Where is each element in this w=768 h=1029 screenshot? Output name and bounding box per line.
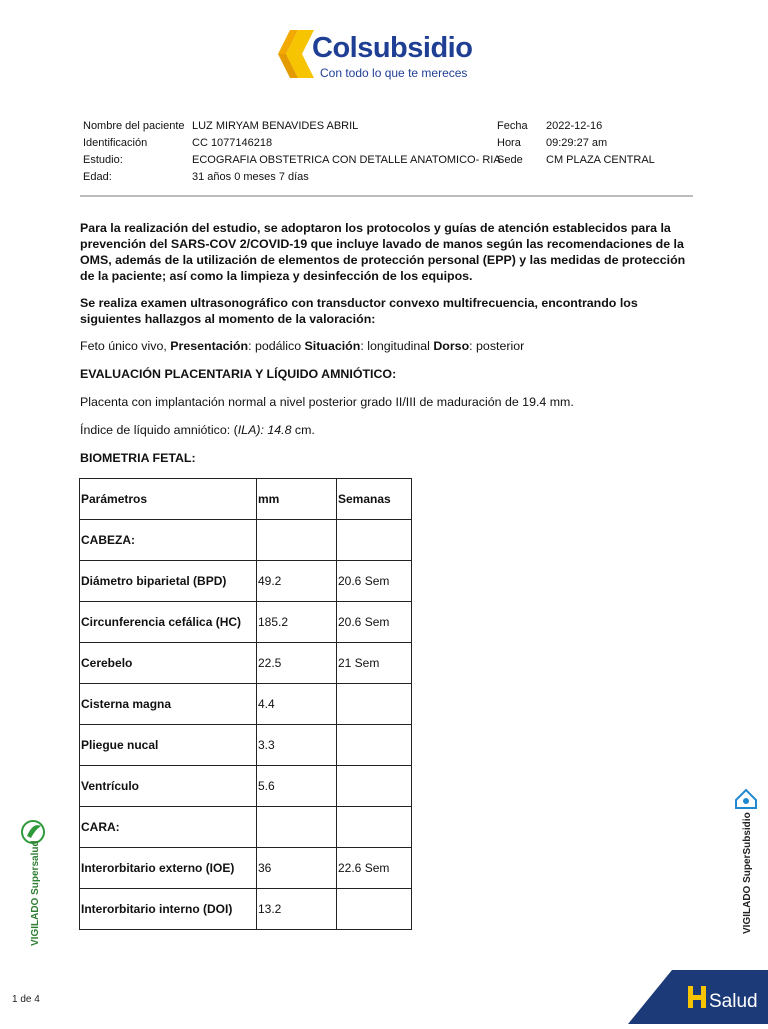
header-divider: [80, 195, 693, 197]
header-cell: Parámetros: [80, 479, 257, 520]
situation-label: Situación: [304, 339, 361, 353]
table-row: [80, 848, 412, 889]
hsalud-text: Salud: [709, 991, 758, 1012]
table-row: [80, 725, 412, 766]
situation-value: : longitudinal: [360, 339, 434, 353]
patient-label: Nombre del paciente: [83, 120, 185, 132]
age-label: Edad:: [83, 171, 112, 183]
study-label: Estudio:: [83, 154, 123, 166]
placenta-heading: EVALUACIÓN PLACENTARIA Y LÍQUIDO AMNIÓTICO:: [80, 367, 397, 381]
param-cell: Diámetro biparietal (BPD): [80, 561, 257, 602]
weeks-cell: [337, 725, 412, 766]
patient-value: LUZ MIRYAM BENAVIDES ABRIL: [192, 120, 359, 132]
back-label: Dorso: [433, 339, 470, 353]
table-row: [80, 643, 412, 684]
param-cell: Interorbitario externo (IOE): [80, 848, 257, 889]
biometry-heading: BIOMETRIA FETAL:: [80, 451, 196, 465]
hsalud-badge: [628, 970, 768, 1024]
protocol-paragraph: Para la realización del estudio, se adoptaron los protocolos y guías de atención establecidos para la prevención del SARS-COV 2/COVID-19 que incluye lavado de manos según las recomendaciones de la OMS, además de la utilización de elementos de protección personal (EPP) y las medidas de protección de la paciente; así como la limpieza y desinfección de los equipos.: [80, 221, 686, 283]
vigilado-right-text: VIGILADO SuperSubsidio: [742, 812, 753, 934]
time-label: Hora: [497, 137, 521, 149]
table-row: [80, 520, 412, 561]
mm-cell: 13.2: [257, 889, 337, 930]
supersalud-leaf-icon: [16, 818, 50, 948]
ila-suffix: cm.: [291, 423, 315, 437]
weeks-cell: [337, 889, 412, 930]
mm-cell: 4.4: [257, 684, 337, 725]
vigilado-supersalud-seal: [16, 818, 50, 948]
presentation-value: : podálico: [248, 339, 305, 353]
param-cell: Pliegue nucal: [80, 725, 257, 766]
mm-cell: 3.3: [257, 725, 337, 766]
weeks-cell: [337, 807, 412, 848]
param-cell: Cisterna magna: [80, 684, 257, 725]
date-value: 2022-12-16: [546, 120, 603, 132]
weeks-cell: 20.6 Sem: [337, 602, 412, 643]
weeks-cell: 22.6 Sem: [337, 848, 412, 889]
colsubsidio-mark-icon: [276, 28, 316, 80]
param-cell: Circunferencia cefálica (HC): [80, 602, 257, 643]
param-cell: CABEZA:: [80, 520, 257, 561]
id-label: Identificación: [83, 137, 148, 149]
param-cell: Cerebelo: [80, 643, 257, 684]
header-cell: Semanas: [337, 479, 412, 520]
header-cell: mm: [257, 479, 337, 520]
table-row: [80, 807, 412, 848]
id-value: CC 1077146218: [192, 137, 273, 149]
weeks-cell: [337, 520, 412, 561]
study-value: ECOGRAFIA OBSTETRICA CON DETALLE ANATOMICO- RIA: [192, 154, 501, 166]
mm-cell: 22.5: [257, 643, 337, 684]
mm-cell: 5.6: [257, 766, 337, 807]
placenta-text: Placenta con implantación normal a nivel posterior grado II/III de maduración de 19.4 mm.: [80, 395, 574, 409]
exam-paragraph: Se realiza examen ultrasonográfico con transductor convexo multifrecuencia, encontrando los siguientes hallazgos al momento de la valoración:: [80, 296, 638, 326]
time-value: 09:29:27 am: [546, 137, 608, 149]
mm-cell: 185.2: [257, 602, 337, 643]
param-cell: CARA:: [80, 807, 257, 848]
vigilado-supersubsidio-seal: [732, 786, 760, 936]
param-cell: Interorbitario interno (DOI): [80, 889, 257, 930]
age-value: 31 años 0 meses 7 días: [192, 171, 309, 183]
table-row: [80, 561, 412, 602]
logo-tagline: Con todo lo que te mereces: [320, 66, 468, 80]
table-row: [80, 889, 412, 930]
site-value: CM PLAZA CENTRAL: [546, 154, 655, 166]
presentation-label: Presentación: [170, 339, 249, 353]
supersubsidio-house-icon: [732, 786, 760, 936]
back-value: : posterior: [469, 339, 525, 353]
mm-cell: 49.2: [257, 561, 337, 602]
mm-cell: [257, 520, 337, 561]
mm-cell: 36: [257, 848, 337, 889]
ila-label: ILA): 14.8: [237, 423, 292, 437]
vigilado-left-text: VIGILADO Supersalud: [30, 840, 41, 946]
fetus-line: [80, 338, 686, 354]
param-cell: Ventrículo: [80, 766, 257, 807]
biometry-table: [79, 478, 412, 930]
page-number: 1 de 4: [12, 994, 40, 1005]
mm-cell: [257, 807, 337, 848]
ila-line: [80, 422, 686, 438]
logo-name: Colsubsidio: [312, 32, 473, 64]
date-label: Fecha: [497, 120, 528, 132]
table-row: [80, 684, 412, 725]
weeks-cell: [337, 684, 412, 725]
table-row: [80, 602, 412, 643]
fetus-intro: Feto único vivo,: [80, 339, 171, 353]
table-row: [80, 766, 412, 807]
ila-prefix: Índice de líquido amniótico: (: [80, 423, 238, 437]
weeks-cell: [337, 766, 412, 807]
site-label: Sede: [497, 154, 523, 166]
colsubsidio-logo: [276, 28, 486, 84]
weeks-cell: 21 Sem: [337, 643, 412, 684]
table-header-row: [80, 479, 412, 520]
weeks-cell: 20.6 Sem: [337, 561, 412, 602]
